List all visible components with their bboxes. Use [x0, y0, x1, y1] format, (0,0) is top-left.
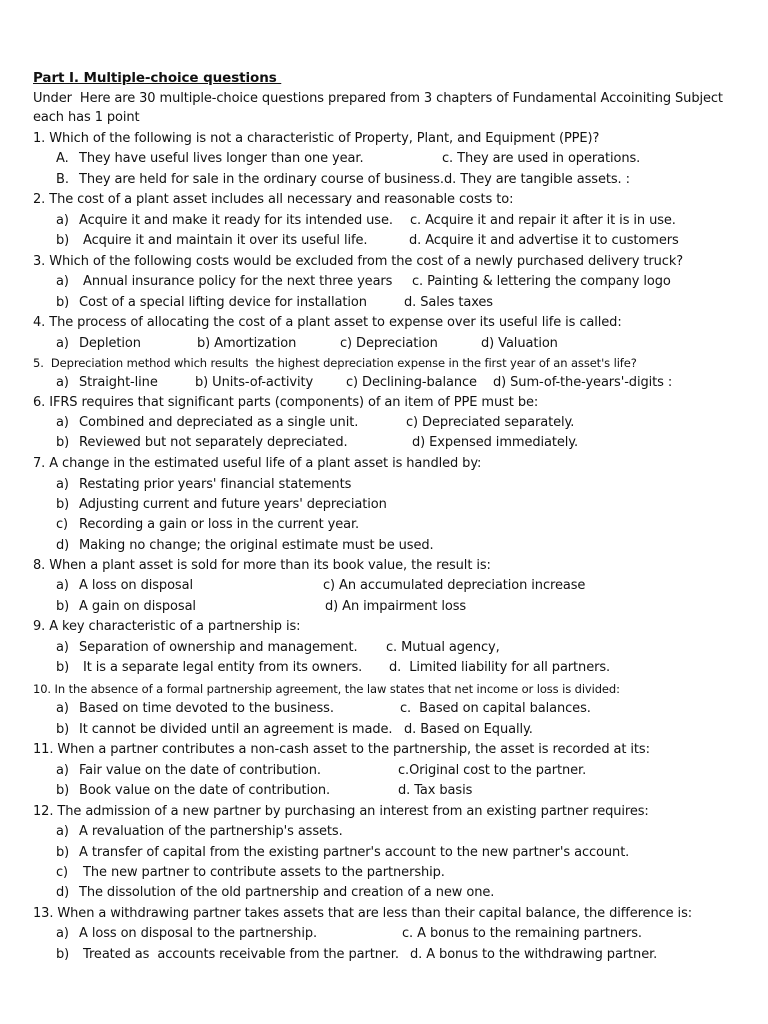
question-stem: 12. The admission of a new partner by purchasing an interest from an existing partner requires:	[33, 804, 649, 819]
option-marker: a)	[56, 824, 69, 839]
option-text: Restating prior years' financial statements	[79, 477, 352, 492]
option-text: c. They are used in operations.	[442, 151, 641, 166]
question-stem: 10. In the absence of a formal partnership agreement, the law states that net income or loss is divided:	[33, 682, 620, 696]
option-marker: a)	[56, 701, 69, 716]
question-stem: 6. IFRS requires that significant parts (components) of an item of PPE must be:	[33, 395, 539, 410]
option-text: c. Mutual agency,	[386, 640, 500, 655]
question-stem: 3. Which of the following costs would be excluded from the cost of a newly purchased delivery truck?	[33, 254, 684, 269]
option-text: Book value on the date of contribution.	[79, 783, 331, 798]
option-text: c) Declining-balance	[346, 375, 477, 390]
option-text: A loss on disposal to the partnership.	[79, 926, 318, 941]
option-marker: b)	[56, 435, 70, 450]
option-text: Straight-line	[79, 375, 158, 390]
option-text: c. Painting & lettering the company logo	[412, 274, 671, 289]
option-text: Recording a gain or loss in the current year.	[79, 517, 360, 532]
option-marker: b)	[56, 947, 70, 962]
option-marker: a)	[56, 578, 69, 593]
option-text: d. Limited liability for all partners.	[389, 660, 611, 675]
option-marker: a)	[56, 640, 69, 655]
question-stem: 7. A change in the estimated useful life of a plant asset is handled by:	[33, 456, 482, 471]
option-marker: b)	[56, 497, 70, 512]
option-marker: b)	[56, 660, 70, 675]
option-marker: d)	[56, 538, 70, 553]
option-text: c) An accumulated depreciation increase	[323, 578, 586, 593]
option-marker: b)	[56, 783, 70, 798]
option-text: Fair value on the date of contribution.	[79, 763, 321, 778]
option-marker: b)	[56, 845, 70, 860]
option-text: They have useful lives longer than one year.	[79, 151, 364, 166]
option-text: c. Acquire it and repair it after it is in use.	[410, 213, 676, 228]
option-text: c) Depreciation	[340, 336, 438, 351]
option-text: Based on time devoted to the business.	[79, 701, 334, 716]
option-text: Annual insurance policy for the next three years	[79, 274, 393, 289]
option-marker: a)	[56, 274, 69, 289]
option-text: Depletion	[79, 336, 141, 351]
option-text: c.Original cost to the partner.	[398, 763, 587, 778]
option-text: d. They are tangible assets. :	[444, 172, 630, 187]
option-text: d. Tax basis	[398, 783, 473, 798]
option-text: They are held for sale in the ordinary course of business.	[79, 172, 444, 187]
option-text: It cannot be divided until an agreement is made.	[79, 722, 393, 737]
option-text: d. Acquire it and advertise it to customers	[409, 233, 679, 248]
option-text: A transfer of capital from the existing partner's account to the new partner's account.	[79, 845, 630, 860]
option-text: d. A bonus to the withdrawing partner.	[410, 947, 658, 962]
option-marker: a)	[56, 375, 69, 390]
question-stem: 13. When a withdrawing partner takes assets that are less than their capital balance, the difference is:	[33, 906, 693, 921]
option-text: The dissolution of the old partnership and creation of a new one.	[79, 885, 495, 900]
option-marker: a)	[56, 415, 69, 430]
question-stem: 5. Depreciation method which results the highest depreciation expense in the first year of an asset's life?	[33, 356, 637, 370]
option-text: d) Valuation	[481, 336, 558, 351]
option-marker: a)	[56, 336, 69, 351]
option-text: Combined and depreciated as a single unit.	[79, 415, 359, 430]
option-marker: a)	[56, 763, 69, 778]
option-text: b) Units-of-activity	[195, 375, 314, 390]
option-marker: b)	[56, 722, 70, 737]
option-text: Acquire it and maintain it over its useful life.	[79, 233, 368, 248]
option-text: Cost of a special lifting device for installation	[79, 295, 367, 310]
option-text: A revaluation of the partnership's assets.	[79, 824, 343, 839]
option-text: A loss on disposal	[79, 578, 193, 593]
option-text: It is a separate legal entity from its owners.	[79, 660, 363, 675]
option-text: Separation of ownership and management.	[79, 640, 358, 655]
option-text: d. Based on Equally.	[404, 722, 533, 737]
option-text: A gain on disposal	[79, 599, 196, 614]
option-text: c. A bonus to the remaining partners.	[402, 926, 642, 941]
option-marker: b)	[56, 599, 70, 614]
question-stem: 8. When a plant asset is sold for more than its book value, the result is:	[33, 558, 491, 573]
option-marker: b)	[56, 233, 70, 248]
question-stem: 9. A key characteristic of a partnership is:	[33, 619, 301, 634]
option-text: Adjusting current and future years' depreciation	[79, 497, 387, 512]
option-text: d) Sum-of-the-years'-digits :	[493, 375, 673, 390]
question-stem: 1. Which of the following is not a characteristic of Property, Plant, and Equipment (PPE)?	[33, 131, 600, 146]
option-text: d) Expensed immediately.	[412, 435, 579, 450]
question-stem: 11. When a partner contributes a non-cash asset to the partnership, the asset is recorded at its:	[33, 742, 650, 757]
option-marker: d)	[56, 885, 70, 900]
option-text: d. Sales taxes	[404, 295, 493, 310]
intro-text: each has 1 point	[33, 110, 140, 125]
option-text: c) Depreciated separately.	[406, 415, 575, 430]
option-text: b) Amortization	[197, 336, 297, 351]
section-title: Part I. Multiple-choice questions	[33, 70, 282, 86]
option-marker: b)	[56, 295, 70, 310]
option-text: Making no change; the original estimate must be used.	[79, 538, 434, 553]
intro-text: Under Here are 30 multiple-choice questions prepared from 3 chapters of Fundamental Accoiniting Subject	[33, 91, 723, 106]
option-text: c. Based on capital balances.	[400, 701, 591, 716]
option-text: Acquire it and make it ready for its intended use.	[79, 213, 393, 228]
option-text: Reviewed but not separately depreciated.	[79, 435, 348, 450]
option-marker: a)	[56, 213, 69, 228]
option-marker: B.	[56, 172, 69, 187]
question-stem: 4. The process of allocating the cost of a plant asset to expense over its useful life is called:	[33, 315, 622, 330]
option-marker: a)	[56, 926, 69, 941]
option-marker: c)	[56, 517, 69, 532]
option-text: d) An impairment loss	[325, 599, 467, 614]
option-marker: c)	[56, 865, 69, 880]
option-text: The new partner to contribute assets to the partnership.	[79, 865, 445, 880]
option-text: Treated as accounts receivable from the partner.	[79, 947, 399, 962]
question-stem: 2. The cost of a plant asset includes all necessary and reasonable costs to:	[33, 192, 514, 207]
option-marker: A.	[56, 151, 69, 166]
option-marker: a)	[56, 477, 69, 492]
